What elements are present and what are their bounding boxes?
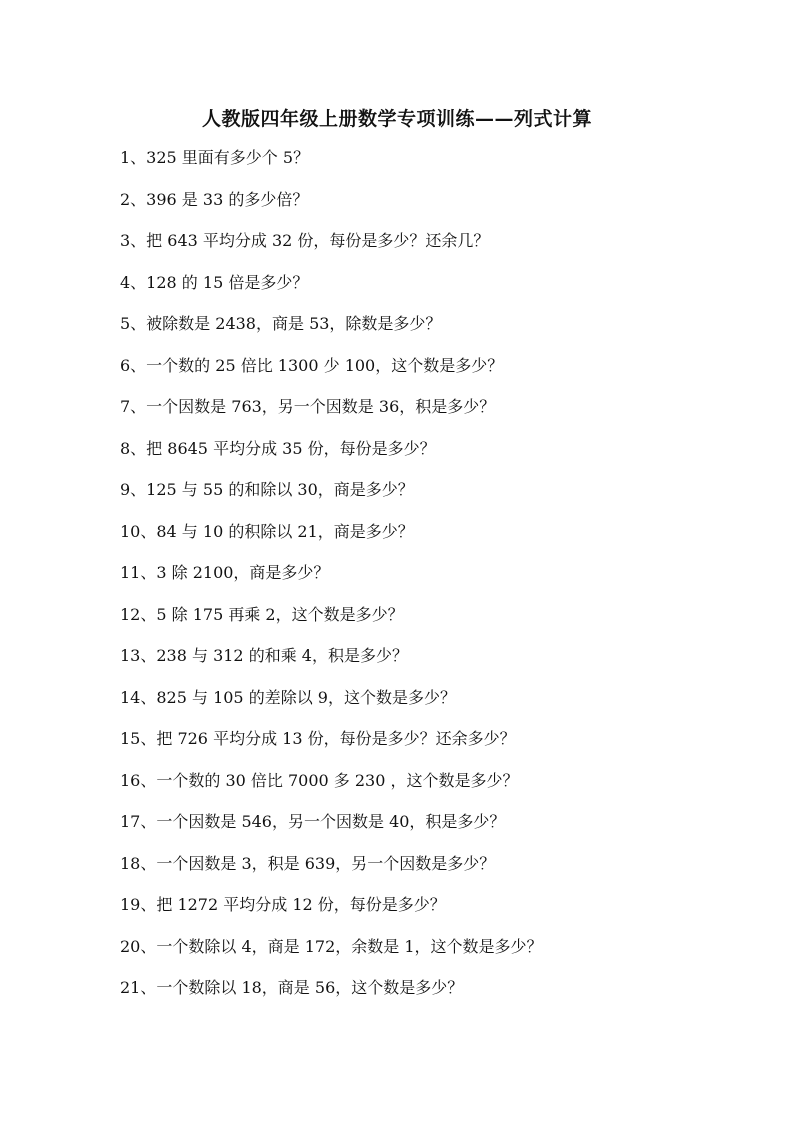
question-item: 17、一个因数是 546，另一个因数是 40，积是多少？: [120, 812, 506, 831]
question-item: 19、把 1272 平均分成 12 份，每份是多少？: [120, 895, 446, 914]
question-item: 21、一个数除以 18，商是 56，这个数是多少？: [120, 978, 464, 997]
question-item: 1、325 里面有多少个 5？: [120, 148, 310, 167]
question-item: 16、一个数的 30 倍比 7000 多 230 ，这个数是多少？: [120, 770, 519, 790]
question-item: 12、5 除 175 再乘 2，这个数是多少？: [120, 604, 404, 624]
question-list: [120, 146, 543, 1018]
question-item: 6、一个数的 25 倍比 1300 少 100，这个数是多少？: [120, 355, 504, 375]
question-item: 8、把 8645 平均分成 35 份，每份是多少？: [120, 438, 436, 458]
question-item: 10、84 与 10 的积除以 21，商是多少？: [120, 521, 414, 541]
question-item: 15、把 726 平均分成 13 份，每份是多少？还余多少？: [120, 729, 516, 748]
question-item: 2、396 是 33 的多少倍？: [120, 189, 309, 209]
question-item: 5、被除数是 2438，商是 53，除数是多少？: [120, 314, 442, 333]
question-item: 11、3 除 2100，商是多少？: [120, 563, 330, 582]
question-item: 4、128 的 15 倍是多少？: [120, 272, 309, 292]
question-item: 7、一个因数是 763，另一个因数是 36，积是多少？: [120, 397, 496, 416]
question-item: 9、125 与 55 的和除以 30，商是多少？: [120, 480, 414, 499]
question-item: 20、一个数除以 4，商是 172，余数是 1，这个数是多少？: [120, 936, 543, 956]
question-item: 3、把 643 平均分成 32 份，每份是多少？还余几？: [120, 231, 490, 250]
question-item: 18、一个因数是 3，积是 639，另一个因数是多少？: [120, 853, 496, 873]
page-title: 人教版四年级上册数学专项训练——列式计算: [201, 108, 592, 130]
question-item: 14、825 与 105 的差除以 9，这个数是多少？: [120, 687, 456, 707]
question-item: 13、238 与 312 的和乘 4，积是多少？: [120, 646, 408, 665]
